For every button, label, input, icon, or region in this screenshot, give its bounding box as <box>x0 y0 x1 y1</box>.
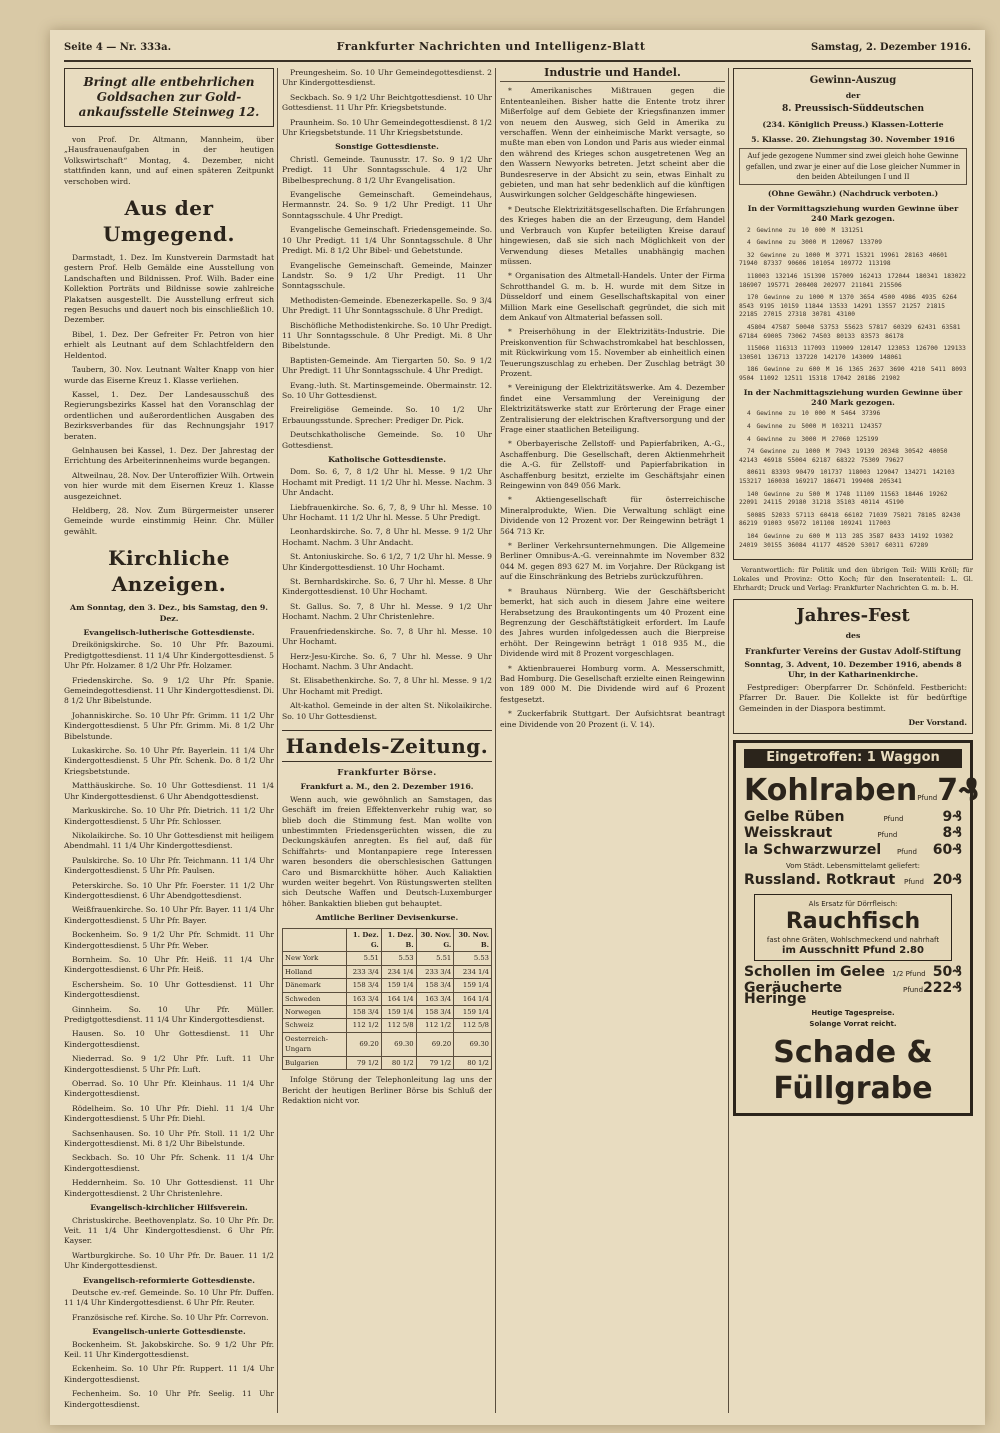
ad-item-list-2 <box>744 964 962 1007</box>
church-listing: Französische ref. Kirche. So. 10 Uhr Pfr. Correvon. <box>72 1312 269 1322</box>
column-3 <box>500 68 725 1413</box>
church-listing: Seckbach. So. 9 1/2 Uhr Beichtgottesdienst. 10 Uhr Gottesdienst. 11 Uhr Pfr. Kriegsbetstunde. <box>282 92 492 113</box>
industry-article: * Organisation des Altmetall-Handels. Unter der Firma Schrotthandel G. m. b. H. wurde mit dem Sitze in Düsseldorf und einem Gesellschaftskapital von einer Million Mark eine Gesellschaft gegründet, die sich mit dem Ankauf von Altmaterial befassen soll. <box>500 271 725 322</box>
church-listing: Deutschkatholische Gemeinde. So. 10 Uhr Gottesdienst. <box>282 430 492 450</box>
ad-item-unit: 1/2 Pfund <box>892 970 926 978</box>
table-cell: 158 3/4 <box>347 979 382 992</box>
kirch-subhead: Evangelisch-reformierte Gottesdienste. <box>83 1275 255 1285</box>
church-listing: Hausen. So. 10 Uhr Gottesdienst. 11 Uhr Kindergottesdienst. <box>64 1029 274 1049</box>
table-header-cell: 1. Dez. G. <box>347 928 382 952</box>
church-listing: Bischöfliche Methodistenkirche. So. 10 Uhr Predigt. 11 Uhr Sonntagsschule. 8 Uhr Predigt. Mi. 8 Uhr Bibelstunde. <box>282 320 492 351</box>
ad-rot-item <box>744 872 962 889</box>
lottery-number-line: 104 Gewinne zu 600 M 113 285 3587 8433 14192 19302 24019 30155 36084 41177 48520 53017 60311 67289 <box>739 532 954 549</box>
church-listing: Evangelische Gemeinschaft. Friedensgemeinde. So. 10 Uhr Predigt. 11 1/4 Uhr Sonntagsschule. 8 Uhr Predigt. Mi. 8 1/2 Uhr Bibel- und Gebetstunde. <box>282 225 492 256</box>
table-cell: 233 3/4 <box>347 965 382 978</box>
devisen-table <box>282 928 492 1070</box>
table-cell: Oesterreich-Ungarn <box>283 1032 347 1056</box>
ad-main-name: Kohlraben <box>744 772 918 808</box>
church-listing: Eschersheim. So. 10 Uhr Gottesdienst. 11 Uhr Kindergottesdienst. <box>64 979 274 1000</box>
lottery-class-line: 5. Klasse. 20. Ziehungstag 30. November 1916 <box>751 134 955 144</box>
lottery-number-line: 45804 47587 50040 53753 55623 57817 60329 62431 63581 67184 69005 73062 74503 80133 83573 86178 <box>739 324 961 340</box>
table-cell: 79 1/2 <box>347 1056 382 1069</box>
kirch-list <box>64 1288 274 1323</box>
ad-item <box>744 808 962 825</box>
table-cell: 159 1/4 <box>381 979 416 992</box>
ad-vorrat: Solange Vorrat reicht. <box>809 1019 897 1028</box>
kirch-subhead: Evangelisch-lutherische Gottesdienste. <box>83 628 255 637</box>
church-listing: Oberrad. So. 10 Uhr Pfr. Kleinhaus. 11 1/4 Uhr Kindergottesdienst. <box>64 1079 274 1099</box>
table-cell: 164 1/4 <box>454 992 492 1005</box>
ad-main-item <box>744 772 979 808</box>
church-listing: St. Gallus. So. 7, 8 Uhr hl. Messe. 9 1/2 Uhr Hochamt. Nachm. 2 Uhr Christenlehre. <box>282 601 492 622</box>
church-listing: Liebfrauenkirche. So. 6, 7, 8, 9 Uhr hl. Messe. 10 Uhr Hochamt. 11 1/2 Uhr hl. Messe. 5 Uhr Predigt. <box>282 502 492 523</box>
table-row <box>283 1056 492 1069</box>
fest-des: des <box>845 631 861 641</box>
lottery-number-line: 118003 132146 151390 157009 162413 172044 180341 183022 186907 195771 200408 202977 211041 215506 <box>739 273 966 289</box>
gottesdienst-list <box>282 68 492 138</box>
church-listing: Lukaskirche. So. 10 Uhr Pfr. Bayerlein. 11 1/4 Uhr Kindergottesdienst. 5 Uhr Pfr. Schenk. Do. 8 1/2 Uhr Kriegsbetstunde. <box>64 746 274 776</box>
lottery-number-line: 4 Gewinne zu 10 000 M 5464 37396 <box>747 410 881 418</box>
table-cell: 234 1/4 <box>454 965 492 978</box>
news-item: Heldberg, 28. Nov. Zum Bürgermeister unserer Gemeinde wurde einstimmig Heinr. Chr. Müller gewählt. <box>64 505 274 536</box>
ad-item-unit: Pfund <box>877 831 898 840</box>
section-title-umgegend: Aus der Umgegend. <box>102 196 235 247</box>
ad-item-unit: Pfund <box>883 814 904 823</box>
table-cell: 69.30 <box>454 1032 492 1056</box>
ad-main-price: 7₰ <box>937 772 979 808</box>
nachmittag-numbers <box>739 410 967 550</box>
lottery-name: 8. Preussisch-Süddeutschen <box>781 104 925 115</box>
church-listing: Sachsenhausen. So. 10 Uhr Pfr. Stoll. 11 1/2 Uhr Kindergottesdienst. Mi. 8 1/2 Uhr Bibelstunde. <box>64 1128 274 1149</box>
ad-item-name: Schollen im Gelee <box>744 964 885 980</box>
lottery-number-line: 186 Gewinne zu 600 M 16 1365 2637 3690 4210 5411 8093 9504 11092 12511 15318 17042 20186 21902 <box>739 366 967 382</box>
church-listing: Evang.-luth. St. Martinsgemeinde. Obermainstr. 12. So. 10 Uhr Gottesdienst. <box>282 380 492 400</box>
church-listing: Markuskirche. So. 10 Uhr Pfr. Dietrich. 11 1/2 Uhr Kindergottesdienst. 5 Uhr Pfr. Schlosser. <box>64 806 274 826</box>
ad-item <box>744 980 962 1007</box>
boerse-report: Wenn auch, wie gewöhnlich an Samstagen, das Geschäft im freien Effektenverkehr ruhig war, so blieb doch die Stimmung fest. Man wollte von unbestimmten Friedensgerüchten wissen, die zu Deckungskäufen anregten. Es fiel auf, daß für Schiffahrts- und Montanpapiere rege Interessen waren besonders die oberschlesischen Gattungen Caro und Bismarckhütte höher. Auch Kaliaktien wurden weiter begehrt. Von Rüstungswerten stellten sich Deutsche Waffen und Deutsch-Luxemburger höher. Bankaktien blieben gut behauptet. <box>282 794 492 908</box>
industry-article: * Oberbayerische Zellstoff- und Papierfabriken, A.-G., Aschaffenburg. Die Gesellschaft, deren Aktienmehrheit die A.-G. für Zellstoff- und Papierfabrikation in Aschaffenburg besitzt, erzielte im Geschäftsjahr einen Reingewinn von 849 056 Mark. <box>500 439 725 491</box>
table-cell: 112 1/2 <box>347 1019 382 1032</box>
gottesdienst-list <box>282 701 492 722</box>
church-listing: Nikolaikirche. So. 10 Uhr Gottesdienst mit heiligem Abendmahl. 11 1/4 Uhr Kindergottesdienst. <box>64 830 274 851</box>
ad-item-price: 60₰ <box>932 841 962 858</box>
table-row <box>283 979 492 992</box>
table-cell: 112 5/8 <box>381 1019 416 1032</box>
boerse-date: Frankfurt a. M., den 2. Dezember 1916. <box>300 782 474 792</box>
church-listing: Friedenskirche. So. 9 1/2 Uhr Pfr. Spanie. Gemeindegottesdienst. 11 Uhr Kindergottesdienst. Di. 8 1/2 Uhr Bibelstunde. <box>64 675 275 706</box>
table-cell: 163 3/4 <box>416 992 454 1005</box>
church-listing: Freireligiöse Gemeinde. So. 10 1/2 Uhr Erbauungsstunde. Sprecher: Prediger Dr. Pick. <box>282 405 492 425</box>
ad-item-price: 9₰ <box>942 808 962 825</box>
church-listing: Matthäuskirche. So. 10 Uhr Gottesdienst. 11 1/4 Uhr Kindergottesdienst. 6 Uhr Abendgottesdienst. <box>64 781 274 801</box>
industry-article: * Deutsche Elektrizitätsgesellschaften. Die Erfahrungen des Krieges haben die an der Erzeugung, dem Handel und Verbrauch von Kupfer beteiligten Kreise darauf hingewiesen, daß sie sich nach Möglichkeit von der Verwendung dieses Metalles unabhängig machen müssen. <box>500 204 725 266</box>
church-listing: Johanniskirche. So. 10 Uhr Pfr. Grimm. 11 1/2 Uhr Kindergottesdienst. 5 Uhr Pfr. Grimm. Mi. 8 1/2 Uhr Bibelstunde. <box>64 710 274 741</box>
church-listing: Deutsche ev.-ref. Gemeinde. So. 10 Uhr Pfr. Duffen. 11 1/4 Uhr Kindergottesdienst. 6 Uhr Pfr. Reuter. <box>64 1287 274 1308</box>
news-item: Kassel, 1. Dez. Der Landesausschuß des Regierungsbezirks Kassel hat den Voranschlag der ordentlichen und außerordentlichen Ausgaben des Bezirksverbandes für das Rechnungsjahr 1917 beraten. <box>64 389 274 441</box>
church-listing: Christl. Gemeinde. Taunusstr. 17. So. 9 1/2 Uhr Predigt. 11 Uhr Sonntagsschule. 4 1/2 Uhr Bibelbesprechung. 8 1/2 Uhr Evangelisation. <box>282 154 492 185</box>
table-cell: 5.53 <box>381 952 416 965</box>
lottery-number-line: 4 Gewinne zu 3000 M 27060 125199 <box>747 435 879 443</box>
church-listing: Bockenheim. St. Jakobskirche. So. 9 1/2 Uhr Pfr. Keil. 11 Uhr Kindergottesdienst. <box>64 1339 274 1359</box>
kirch-list <box>64 1340 274 1410</box>
church-listing: Methodisten-Gemeinde. Ebenezerkapelle. So. 9 3/4 Uhr Predigt. 11 Uhr Sonntagsschule. 8 Uhr Predigt. <box>282 295 492 316</box>
news-item: Gelnhausen bei Kassel, 1. Dez. Der Jahrestag der Errichtung des Arbeiterinnenheims wurde begangen. <box>64 445 274 466</box>
church-listing: Peterskirche. So. 10 Uhr Pfr. Foerster. 11 1/2 Uhr Kindergottesdienst. 6 Uhr Abendgottesdienst. <box>64 880 274 900</box>
church-listing: Paulskirche. So. 10 Uhr Pfr. Teichmann. 11 1/4 Uhr Kindergottesdienst. 5 Uhr Pfr. Paulsen. <box>64 855 274 876</box>
subhead-katholische: Katholische Gottesdienste. <box>328 455 446 464</box>
table-cell: 5.51 <box>416 952 454 965</box>
church-listing: Bornheim. So. 10 Uhr Pfr. Heiß. 11 1/4 Uhr Kindergottesdienst. 6 Uhr Pfr. Heiß. <box>64 954 274 975</box>
fest-date: Sonntag, 3. Advent, 10. Dezember 1916, abends 8 Uhr, in der Katharinenkirche. <box>744 659 962 680</box>
ad-item-unit: Pfund <box>903 986 924 995</box>
church-listing: Niederrad. So. 9 1/2 Uhr Pfr. Luft. 11 Uhr Kindergottesdienst. 5 Uhr Pfr. Luft. <box>64 1054 274 1074</box>
table-cell: 159 1/4 <box>454 979 492 992</box>
church-listing: Weißfrauenkirche. So. 10 Uhr Pfr. Bayer. 11 1/4 Uhr Kindergottesdienst. 5 Uhr Pfr. Bayer. <box>64 905 274 925</box>
table-cell: 158 3/4 <box>416 1006 454 1019</box>
table-row <box>283 1006 492 1019</box>
lottery-name-2: (234. Königlich Preuss.) Klassen-Lotterie <box>762 120 944 130</box>
table-cell: 158 3/4 <box>347 1006 382 1019</box>
section-title-industrie: Industrie und Handel. <box>500 68 725 82</box>
column-2 <box>282 68 492 1413</box>
ad-rauch-title: Rauchfisch <box>785 909 921 935</box>
lottery-number-line: 32 Gewinne zu 1000 M 3771 15321 19961 28163 40601 71940 87337 90606 101054 109772 113198 <box>739 251 948 268</box>
lottery-number-line: 115060 116313 117093 119009 120147 123053 126700 129133 130501 136713 137220 142170 143009 148061 <box>739 345 966 361</box>
church-listing: St. Elisabethenkirche. So. 7, 8 Uhr hl. Messe. 9 1/2 Uhr Hochamt mit Predigt. <box>282 676 492 696</box>
umgegend-articles <box>64 253 274 537</box>
gottesdienst-list <box>282 155 492 451</box>
church-listing: Evangelische Gemeinschaft. Gemeindehaus, Hermannstr. 24. So. 9 1/2 Uhr Predigt. 11 Uhr Sonntagsschule. 4 Uhr Predigt. <box>282 190 492 220</box>
table-row <box>283 1032 492 1056</box>
table-row <box>283 1019 492 1032</box>
table-cell: Dänemark <box>283 979 347 992</box>
column-rule <box>495 68 496 1413</box>
table-cell: 159 1/4 <box>454 1006 492 1019</box>
grocery-advertisement <box>733 740 979 1116</box>
table-cell: 112 1/2 <box>416 1019 454 1032</box>
table-header-row <box>283 928 492 952</box>
industry-article: * Aktiengesellschaft für österreichische Mineralprodukte, Wien. Die Verwaltung schlägt eine Dividende von 12 Prozent vor. Der Reingewinn beträgt 1 564 713 Kr. <box>500 495 725 536</box>
kirch-subhead: Evangelisch-kirchlicher Hilfsverein. <box>90 1203 248 1213</box>
ad-item <box>744 964 962 980</box>
lottery-number-line: 140 Gewinne zu 500 M 1748 11109 11563 18446 19262 22091 24115 29180 31218 35103 40114 45190 <box>739 490 948 507</box>
news-item: Taubern, 30. Nov. Leutnant Walter Knapp von hier wurde das Eiserne Kreuz 1. Klasse verliehen. <box>64 365 274 385</box>
table-cell: New York <box>283 952 347 965</box>
column-1 <box>64 68 274 1413</box>
ad-company-name: Schade & Füllgrabe <box>773 1035 933 1107</box>
ad-rot-unit: Pfund <box>904 878 925 887</box>
church-listing: Alt-kathol. Gemeinde in der alten St. Nikolaikirche. So. 10 Uhr Gottesdienst. <box>282 701 492 721</box>
verlag-line: Verantwortlich: für Politik und den übrigen Teil: Willi Kröll; für Lokales und Provinz: Otto Koch; für den Inseratenteil: L. Gl. Ehrhardt; Druck und Verlag: Frankfurter Nachrichten G. m. b. H. <box>733 566 973 593</box>
lottery-number-line: 2 Gewinne zu 10 000 M 131251 <box>747 226 864 234</box>
lottery-number-line: 4 Gewinne zu 3000 M 120967 133709 <box>747 239 882 247</box>
table-cell: 69.20 <box>416 1032 454 1056</box>
table-cell: 79 1/2 <box>416 1056 454 1069</box>
church-listing: Praunheim. So. 10 Uhr Gemeindegottesdienst. 8 1/2 Uhr Kriegsbetstunde. 11 Uhr Kriegsbetstunde. <box>282 117 492 138</box>
church-listing: Heddernheim. So. 10 Uhr Gottesdienst. 11 Uhr Kindergottesdienst. 2 Uhr Christenlehre. <box>64 1178 274 1198</box>
church-listing: Preungesheim. So. 10 Uhr Gemeindegottesdienst. 2 Uhr Kindergottesdienst. <box>282 68 492 88</box>
section-title-kirchliche: Kirchliche Anzeigen. <box>108 546 230 597</box>
kirch-dates: Am Sonntag, den 3. Dez., bis Samstag, den 9. Dez. <box>70 603 268 623</box>
ad-rauch-price: im Ausschnitt Pfund 2.80 <box>782 944 924 956</box>
lottery-disclaimer: (Ohne Gewähr.) (Nachdruck verboten.) <box>767 189 939 199</box>
header-masthead: Frankfurter Nachrichten und Intelligenz-Blatt <box>336 40 646 53</box>
table-cell: Schweden <box>283 992 347 1005</box>
church-listing: Wartburgkirche. So. 10 Uhr Pfr. Dr. Bauer. 11 1/2 Uhr Kindergottesdienst. <box>64 1250 274 1271</box>
church-listing: Ginnheim. So. 10 Uhr Pfr. Müller. Predigtgottesdienst. 11 1/4 Uhr Kindergottesdienst. <box>64 1004 274 1024</box>
ad-item-price: 222₰ <box>923 980 962 997</box>
lottery-number-line: 80611 83393 90479 101737 118003 129047 134271 142103 153217 160038 169217 186471 199408 205341 <box>739 469 955 485</box>
church-listing: Fechenheim. So. 10 Uhr Pfr. Seelig. 11 Uhr Kindergottesdienst. <box>64 1389 274 1409</box>
table-cell: 5.53 <box>454 952 492 965</box>
ad-ersatz: Als Ersatz für Dörrfleisch: <box>808 899 898 908</box>
industry-article: * Brauhaus Nürnberg. Wie der Geschäftsbericht bemerkt, hat sich auch in diesem Jahre eine weitere Herabsetzung des Braukontingents um 40 Prozent eine Begrenzung der Geschäftstätigkeit erfordert. Im Laufe des Jahres wurden infolgedessen auch die Bierpreise erhöht. Der Reingewinn beträgt 1 018 935 M., die Dividende wird mit 8 Prozent vorgeschlagen. <box>500 586 725 659</box>
fest-text: Festprediger: Oberpfarrer Dr. Schönfeld. Festbericht: Pfarrer Dr. Bauer. Die Kollekte ist für bedürftige Gemeinden in der Diaspora bestimmt. <box>739 682 967 713</box>
ad-main-unit: Pfund <box>917 793 938 802</box>
lottery-number-line: 50085 52033 57113 60418 66102 71039 75021 78105 82430 86219 91003 95072 101108 109241 117003 <box>739 511 961 528</box>
boerse-title: Frankfurter Börse. <box>337 767 437 778</box>
lottery-note: Auf jede gezogene Nummer sind zwei gleich hohe Gewinne gefallen, und zwar je einer auf die Lose gleicher Nummer in den beiden Abteilungen I und II <box>739 148 967 185</box>
lottery-number-line: 74 Gewinne zu 1000 M 7943 19139 20348 30542 40050 42143 46918 55004 62187 68322 75309 79627 <box>739 448 948 464</box>
gottesdienst-list <box>282 467 492 697</box>
table-header-cell <box>283 928 347 952</box>
church-listing: Herz-Jesu-Kirche. So. 6, 7 Uhr hl. Messe. 9 Uhr Hochamt. Nachm. 3 Uhr Andacht. <box>282 651 492 671</box>
industry-article: * Preiserhöhung in der Elektrizitäts-Industrie. Die Preiskonvention für Schwachstromkabel hat beschlossen, mit Rückwirkung vom 15. November ab einheitlich einen Teuerungszuschlag zu erheben. Der Zuschlag beträgt 30 Prozent. <box>500 327 725 378</box>
church-listing: Frauenfriedenskirche. So. 7, 8 Uhr hl. Messe. 10 Uhr Hochamt. <box>282 626 492 647</box>
table-cell: 159 1/4 <box>381 1006 416 1019</box>
church-listing: St. Antoniuskirche. So. 6 1/2, 7 1/2 Uhr hl. Messe. 9 Uhr Kindergottesdienst. 10 Uhr Hochamt. <box>282 552 492 572</box>
column-rule <box>277 68 278 1413</box>
table-header-cell: 30. Nov. G. <box>416 928 454 952</box>
lottery-title: Gewinn-Auszug <box>809 75 897 86</box>
closing-note: Infolge Störung der Telephonleitung lag uns der Bericht der heutigen Berliner Börse bis Schluß der Redaktion nicht vor. <box>282 1075 492 1105</box>
industry-article: * Vereinigung der Elektrizitätswerke. Am 4. Dezember findet eine Versammlung der Vereinigung der Elektrizitätswerke statt zur Erörterung der Frage einer Zentralisierung der elektrischen Kraftversorgung und der Frage einer staatlichen Beteiligung. <box>500 383 725 434</box>
subhead-sonstige: Sonstige Gottesdienste. <box>335 142 439 152</box>
column-rule <box>728 68 729 1413</box>
table-row <box>283 952 492 965</box>
church-listing: St. Bernhardskirche. So. 6, 7 Uhr hl. Messe. 8 Uhr Kindergottesdienst. 10 Uhr Hochamt. <box>282 577 492 597</box>
ad-item-list <box>744 808 962 858</box>
table-cell: 164 1/4 <box>381 992 416 1005</box>
gold-promo-box: Bringt alle entbehrlichen Goldsachen zur Gold-ankaufsstelle Steinweg 12. <box>64 68 274 127</box>
fest-verein: Frankfurter Vereins der Gustav Adolf-Stiftung <box>745 645 961 656</box>
ad-item <box>744 825 962 842</box>
page-header <box>64 40 971 62</box>
news-item: Darmstadt, 1. Dez. Im Kunstverein Darmstadt hat gestern Prof. Helb Gemälde eine Ausstellung von Landschaften und Bildnissen. Prof. Wilh. Bader eine Kollektion Porträts und Bildnisse sowie zahlreiche Plakatsen ausgestellt. Die Ausstellung erfreut sich regen Besuchs und dauert noch bis einschließlich 10. Dezember. <box>64 253 274 325</box>
table-cell: 234 1/4 <box>381 965 416 978</box>
church-listing: Seckbach. So. 10 Uhr Pfr. Schenk. 11 1/4 Uhr Kindergottesdienst. <box>64 1153 274 1173</box>
church-listing: Christuskirche. Beethovenplatz. So. 10 Uhr Pfr. Dr. Veit. 11 1/4 Uhr Kindergottesdienst. 6 Uhr Pfr. Kayser. <box>64 1215 274 1246</box>
church-listing: Eckenheim. So. 10 Uhr Pfr. Ruppert. 11 1/4 Uhr Kindergottesdienst. <box>64 1364 274 1384</box>
ad-item-name: la Schwarzwurzel <box>744 841 882 858</box>
table-cell: 233 3/4 <box>416 965 454 978</box>
kirch-list <box>64 640 274 1199</box>
table-header-cell: 30. Nov. B. <box>454 928 492 952</box>
news-item: Bibel, 1. Dez. Der Gefreiter Fr. Petron von hier erhielt als Leutnant auf dem Schlachtfeldern den Heldentod. <box>64 329 274 360</box>
church-listing: Leonhardskirche. So. 7, 8 Uhr hl. Messe. 9 1/2 Uhr Hochamt. Nachm. 3 Uhr Andacht. <box>282 527 492 547</box>
ad-amt: Vom Städt. Lebensmittelamt geliefert: <box>786 861 920 870</box>
table-row <box>283 965 492 978</box>
industry-article: * Amerikanisches Mißtrauen gegen die Ententeanleihen. Bisher hatte die Entente trotz ihrer Mißerfolge auf dem Gebiete der Kriegsfinanzen immer von neuem den Ausweg, sich Geld in Amerika zu verschaffen. Wenn der einheimische Markt versagte, so mußte man eben von London und Paris aus wieder einmal den während des Krieges schon ausgetretenen Weg an den Wassern Newyorks betreten. Jetzt scheint aber die Bundesreserve in der Absicht zu sein, etwas Einhalt zu gebieten, und man hat sehr bedenklich auf die künftigen Auswirkungen solcher Geldgeschäfte hingewiesen. <box>500 86 725 200</box>
lottery-number-line: 170 Gewinne zu 1000 M 1370 3654 4500 4986 4935 6264 8543 9195 10159 11844 13533 14291 13557 21257 21815 22185 27015 27318 30781 43100 <box>739 294 957 319</box>
church-listing: Bockenheim. So. 9 1/2 Uhr Pfr. Schmidt. 11 Uhr Kindergottesdienst. 5 Uhr Pfr. Weber. <box>64 930 274 950</box>
ad-item-unit: Pfund <box>896 847 917 856</box>
news-item: Altweilnau, 28. Nov. Der Unteroffizier Wilh. Ortwein von hier wurde mit dem Eisernen Kreuz 1. Klasse ausgezeichnet. <box>64 470 274 501</box>
devisen-title: Amtliche Berliner Devisenkurse. <box>315 913 459 923</box>
church-listing: Rödelheim. So. 10 Uhr Pfr. Diehl. 11 1/4 Uhr Kindergottesdienst. 5 Uhr Pfr. Diehl. <box>64 1103 274 1124</box>
table-header-cell: 1. Dez. B. <box>381 928 416 952</box>
lottery-box <box>733 68 973 560</box>
industrie-articles <box>500 86 725 730</box>
fest-signature: Der Vorstand. <box>908 717 967 727</box>
kirch-list <box>64 1216 274 1272</box>
fest-title: Jahres-Fest <box>796 605 910 627</box>
table-row <box>283 992 492 1005</box>
section-title-handels-zeitung: Handels-Zeitung. <box>282 730 492 762</box>
ad-item-name: Geräucherte Heringe <box>744 980 843 1007</box>
industry-article: * Zuckerfabrik Stuttgart. Der Aufsichtsrat beantragt eine Dividende von 20 Prozent (i. V. 14). <box>500 709 725 729</box>
ad-rot-price: 20₰ <box>932 872 962 889</box>
table-cell: 158 3/4 <box>416 979 454 992</box>
jahresfest-box <box>733 599 973 734</box>
ad-rot-name: Russland. Rotkraut <box>744 872 896 889</box>
ad-rauchfisch-box <box>754 894 952 961</box>
ad-banner: Eingetroffen: 1 Waggon <box>744 749 962 767</box>
table-cell: Norwegen <box>283 1006 347 1019</box>
church-listing: Baptisten-Gemeinde. Am Tiergarten 50. So. 9 1/2 Uhr Predigt. 11 Uhr Sonntagsschule. 4 Uhr Predigt. <box>282 355 492 376</box>
intro-text: von Prof. Dr. Altmann, Mannheim, über „Hausfrauenaufgaben in der heutigen Volkswirtschaft“ Montag, 4. Dezember, nicht stattfinden kann, und auf einen späteren Zeitpunkt verschoben wird. <box>64 135 274 186</box>
industry-article: * Aktienbrauerei Homburg vorm. A. Messerschmitt, Bad Homburg. Die Gesellschaft erzielte einen Reingewinn von 189 000 M. Die Dividende wird auf 6 Prozent festgesetzt. <box>500 663 725 704</box>
ad-item-name: Gelbe Rüben <box>744 808 845 825</box>
header-page-number: Seite 4 — Nr. 333a. <box>64 42 172 53</box>
ad-rauch-text: fast ohne Gräten, Wohlschmeckend und nahrhaft <box>766 936 940 945</box>
table-cell: 5.51 <box>347 952 382 965</box>
table-cell: 80 1/2 <box>381 1056 416 1069</box>
vormittag-numbers <box>739 227 967 384</box>
table-cell: 69.30 <box>381 1032 416 1056</box>
industry-article: * Berliner Verkehrsunternehmungen. Die Allgemeine Berliner Omnibus-A.-G. vereinnahmte im November 832 044 M. gegen 893 627 M. im Vorjahre. Der Rückgang ist auf die Einschränkung des Betriebs zurückzuführen. <box>500 541 725 582</box>
church-listing: Dreikönigskirche. So. 10 Uhr Pfr. Bazoumi. Predigtgottesdienst. 11 1/4 Uhr Kindergottesdienst. 5 Uhr Pfr. Holzamer. 8 1/2 Uhr Pfr. Holzamer. <box>64 640 274 671</box>
lottery-number-line: 4 Gewinne zu 5000 M 103211 124357 <box>747 422 882 430</box>
ad-item-name: Weisskraut <box>744 825 833 842</box>
newspaper-page <box>50 30 985 1425</box>
ad-item-price: 50₰ <box>932 964 962 980</box>
ad-item-price: 8₰ <box>942 825 962 842</box>
column-4 <box>733 68 979 1413</box>
table-cell: 80 1/2 <box>454 1056 492 1069</box>
header-date: Samstag, 2. Dezember 1916. <box>811 42 971 53</box>
table-cell: 69.20 <box>347 1032 382 1056</box>
kirch-subhead: Evangelisch-unierte Gottesdienste. <box>92 1327 246 1337</box>
table-cell: Bulgarien <box>283 1056 347 1069</box>
table-cell: 112 5/8 <box>454 1019 492 1032</box>
ad-tages: Heutige Tagespreise. <box>811 1009 895 1018</box>
table-cell: Schweiz <box>283 1019 347 1032</box>
church-listing: Dom. So. 6, 7, 8 1/2 Uhr hl. Messe. 9 1/2 Uhr Hochamt mit Predigt. 11 1/2 Uhr hl. Messe. Nachm. 3 Uhr Andacht. <box>282 467 492 498</box>
church-listing: Evangelische Gemeinschaft. Gemeinde, Mainzer Landstr. So. 9 1/2 Uhr Predigt. 11 Uhr Sonntagsschule. <box>282 260 492 291</box>
table-cell: 163 3/4 <box>347 992 382 1005</box>
table-cell: Holland <box>283 965 347 978</box>
lottery-der: der <box>845 91 861 100</box>
nachmittag-head: In der Nachmittagsziehung wurden Gewinne über 240 Mark gezogen. <box>743 387 963 407</box>
ad-item <box>744 841 962 858</box>
vormittag-head: In der Vormittagsziehung wurden Gewinne über 240 Mark gezogen. <box>747 203 959 224</box>
